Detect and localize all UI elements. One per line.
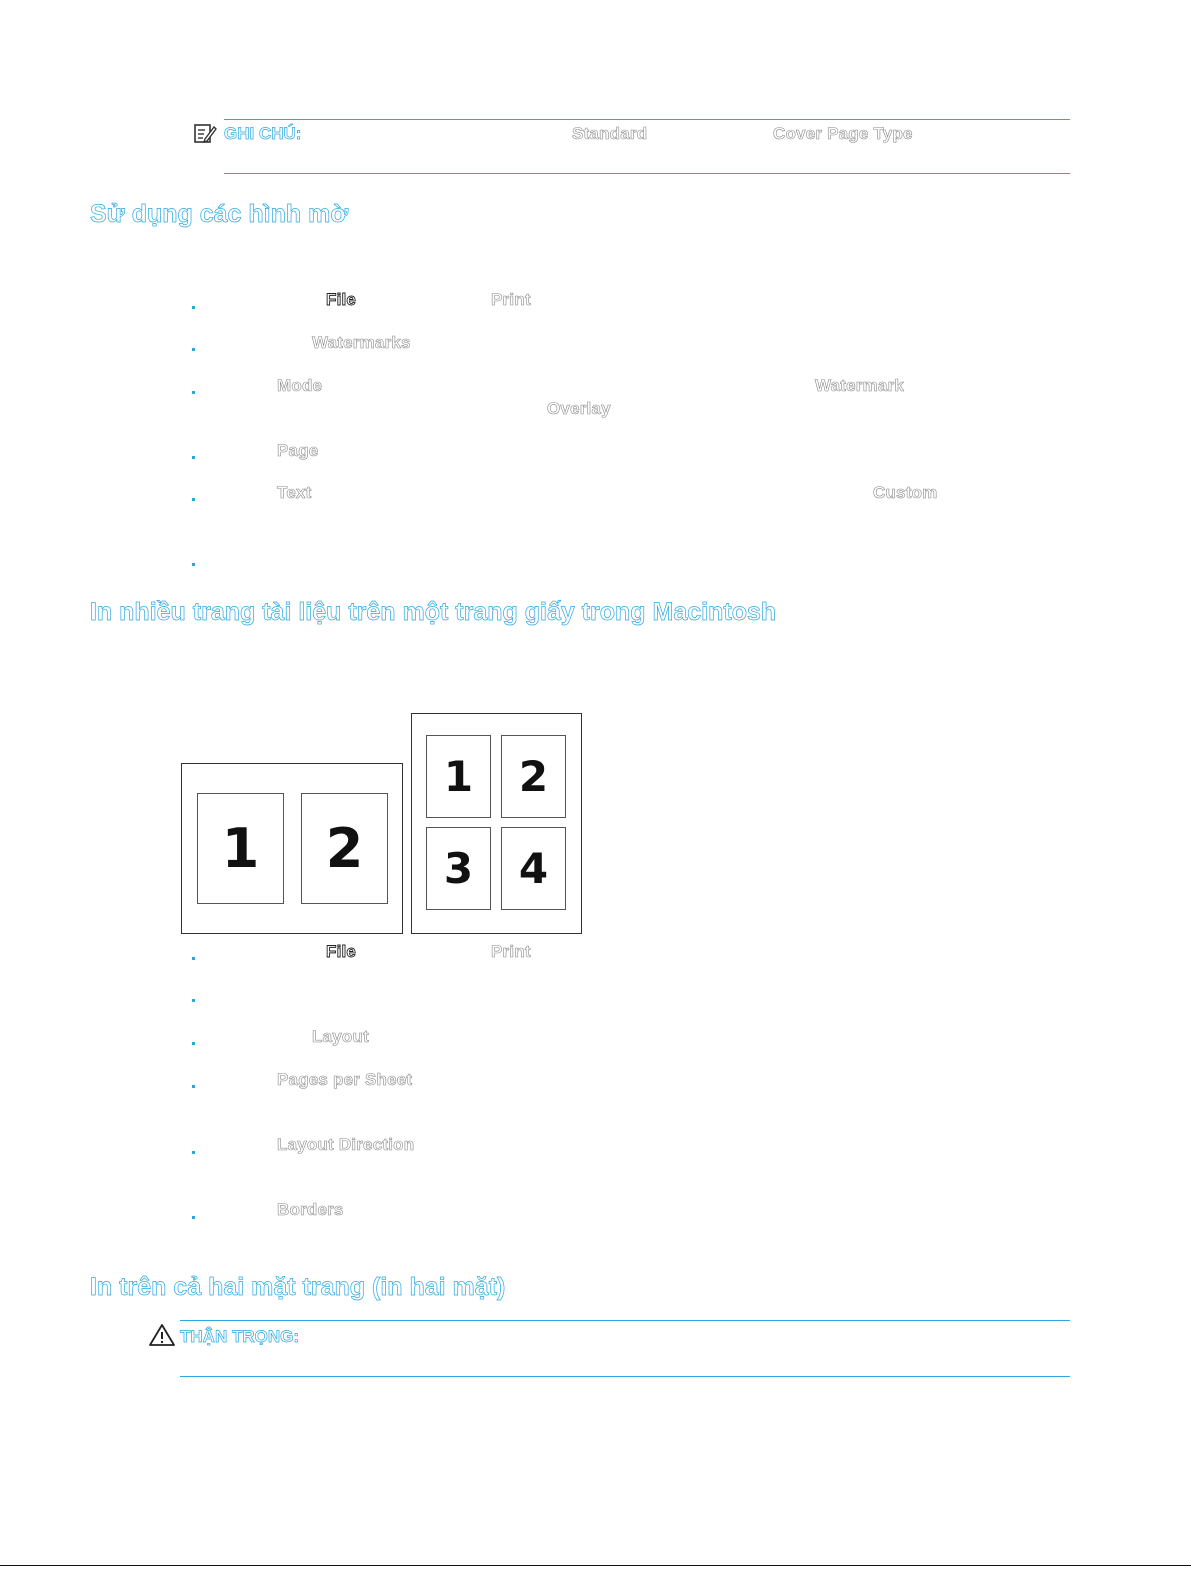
step-term-file: File [326, 290, 357, 309]
step-bullet [192, 563, 195, 566]
step-bullet [192, 999, 195, 1002]
portrait-page-2: 2 [501, 735, 566, 818]
note-term-cover-page-type: Cover Page Type [773, 124, 913, 143]
note-icon [193, 122, 217, 146]
warning-triangle-icon [149, 1324, 175, 1346]
step-bullet [192, 498, 195, 501]
step-bullet [192, 957, 195, 960]
landscape-page-1: 1 [197, 793, 284, 904]
portrait-page-1: 1 [426, 735, 491, 818]
portrait-page-4: 4 [501, 827, 566, 910]
step-term-print: Print [491, 290, 531, 309]
section-heading-multi-page: In nhiều trang tài liệu trên một trang giấy trong Macintosh [90, 598, 777, 626]
caution-top-rule [180, 1320, 1070, 1321]
section-heading-duplex: In trên cả hai mặt trang (in hai mặt) [90, 1273, 506, 1301]
step-bullet [192, 391, 195, 394]
footer-rule [0, 1565, 1191, 1566]
step-term-overlay: Overlay [547, 399, 611, 418]
step-bullet [192, 1085, 195, 1088]
step-bullet [192, 1151, 195, 1154]
portrait-page-3: 3 [426, 827, 491, 910]
step-term-file: File [326, 942, 357, 961]
note-top-rule [224, 119, 1070, 120]
step-term-layout: Layout [312, 1027, 369, 1046]
step-term-watermark: Watermark [815, 376, 905, 395]
note-bottom-rule [224, 173, 1070, 174]
landscape-page-2: 2 [301, 793, 388, 904]
step-bullet [192, 1216, 195, 1219]
step-term-mode: Mode [277, 376, 323, 395]
step-bullet [192, 1042, 195, 1045]
note-term-standard: Standard [572, 124, 648, 143]
step-term-text: Text [277, 483, 312, 502]
step-term-custom: Custom [873, 483, 938, 502]
note-label: GHI CHÚ: [224, 124, 302, 143]
step-bullet [192, 456, 195, 459]
step-bullet [192, 348, 195, 351]
caution-bottom-rule [180, 1376, 1070, 1377]
caution-label: THẬN TRỌNG: [180, 1327, 299, 1346]
step-bullet [192, 306, 195, 309]
step-term-print: Print [491, 942, 531, 961]
step-term-pages-per-sheet: Pages per Sheet [277, 1070, 413, 1089]
step-term-borders: Borders [277, 1200, 344, 1219]
step-term-page: Page [277, 441, 319, 460]
step-term-layout-direction: Layout Direction [277, 1135, 415, 1154]
section-heading-watermarks: Sử dụng các hình mờ [90, 200, 349, 228]
step-term-watermarks: Watermarks [312, 333, 411, 352]
